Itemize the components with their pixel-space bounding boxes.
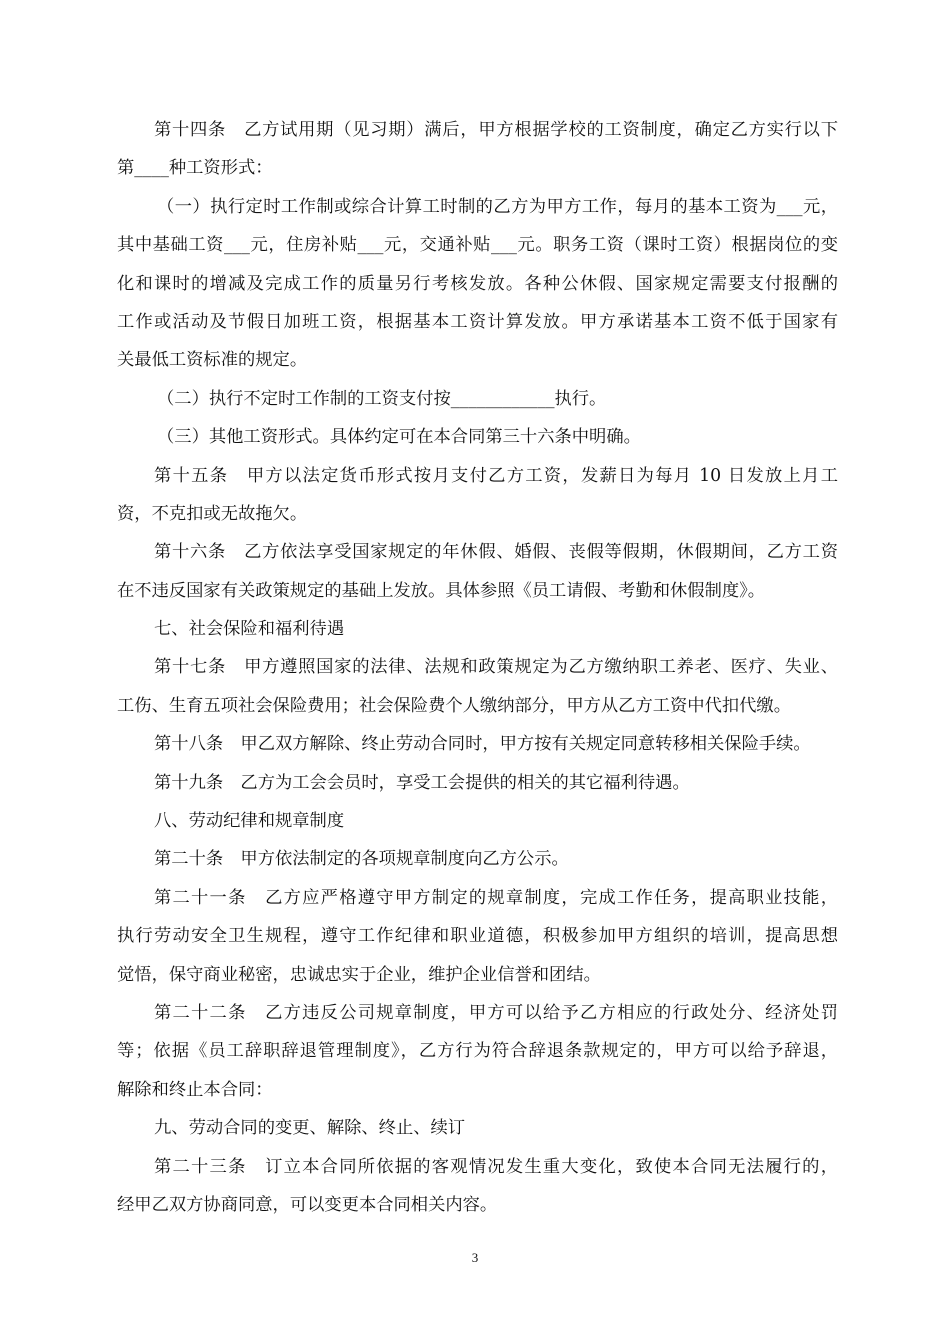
article-paragraph [117,840,838,878]
text-line: （三）其他工资形式。具体约定可在本合同第三十六条中明确。 [157,427,641,448]
text-line: 第二十条 甲方依法制定的各项规章制度向乙方公示。 [154,849,569,870]
text-line: 其中基础工资___元，住房补贴___元，交通补贴___元。职务工资（课时工资）根据岗位的变 [117,235,838,256]
text-line: 第二十二条 乙方违反公司规章制度，甲方可以给予乙方相应的行政处分、经济处罚 [154,1002,838,1023]
article-paragraph [117,764,838,802]
document-body [117,111,838,1224]
text-line: 第____种工资形式： [117,158,273,179]
text-line: 第十六条 乙方依法享受国家规定的年休假、婚假、丧假等假期，休假期间，乙方工资 [154,542,838,563]
text-line: 在不违反国家有关政策规定的基础上发放。具体参照《员工请假、考勤和休假制度》。 [117,580,766,601]
text-line: 第二十一条 乙方应严格遵守甲方制定的规章制度，完成工作任务，提高职业技能， [154,887,838,908]
text-line: 工伤、生育五项社会保险费用；社会保险费个人缴纳部分，甲方从乙方工资中代扣代缴。 [117,695,791,716]
article-paragraph [117,648,838,725]
article-paragraph [117,725,838,763]
section-heading [117,802,838,840]
text-line: 关最低工资标准的规定。 [117,350,308,371]
text-line: 八、劳动纪律和规章制度 [154,811,345,832]
article-paragraph [117,1148,838,1225]
text-line: 觉悟，保守商业秘密，忠诚忠实于企业，维护企业信誉和团结。 [117,964,601,985]
section-heading [117,1109,838,1147]
text-line: 第十四条 乙方试用期（见习期）满后，甲方根据学校的工资制度，确定乙方实行以下 [154,120,838,140]
list-item [117,188,838,380]
text-line: 第十七条 甲方遵照国家的法律、法规和政策规定为乙方缴纳职工养老、医疗、失业、 [154,657,838,678]
text-line: 九、劳动合同的变更、解除、终止、续订 [154,1118,466,1139]
list-item [117,418,838,456]
text-line: 经甲乙双方协商同意，可以变更本合同相关内容。 [117,1194,498,1215]
text-line: 第十八条 甲乙双方解除、终止劳动合同时，甲方按有关规定同意转移相关保险手续。 [154,734,811,755]
list-item [117,380,838,418]
text-line: 等；依据《员工辞职辞退管理制度》，乙方行为符合辞退条款规定的，甲方可以给予辞退， [117,1041,838,1062]
text-line: 工作或活动及节假日加班工资，根据基本工资计算发放。甲方承诺基本工资不低于国家有 [117,311,838,332]
text-line: （二）执行不定时工作制的工资支付按____________执行。 [157,388,607,409]
text-line: 化和课时的增减及完成工作的质量另行考核发放。各种公休假、国家规定需要支付报酬的 [117,273,838,294]
article-paragraph [117,457,838,534]
section-heading [117,610,838,648]
article-paragraph [117,111,838,188]
text-line: （一）执行定时工作制或综合计算工时制的乙方为甲方工作，每月的基本工资为___元， [157,196,838,217]
article-paragraph [117,994,838,1109]
article-paragraph [117,879,838,994]
text-line: 解除和终止本合同： [117,1079,273,1100]
text-line: 第二十三条 订立本合同所依据的客观情况发生重大变化，致使本合同无法履行的， [154,1156,838,1177]
text-line: 执行劳动安全卫生规程，遵守工作纪律和职业道德，积极参加甲方组织的培训，提高思想 [117,926,838,947]
article-paragraph [117,533,838,610]
text-line: 资，不克扣或无故拖欠。 [117,503,308,524]
text-line: 第十九条 乙方为工会会员时，享受工会提供的相关的其它福利待遇。 [154,772,690,793]
page-number: 3 [471,1250,479,1265]
text-line: 第十五条 甲方以法定货币形式按月支付乙方工资，发薪日为每月 10 日发放上月工 [154,465,838,486]
text-line: 七、社会保险和福利待遇 [154,619,345,640]
